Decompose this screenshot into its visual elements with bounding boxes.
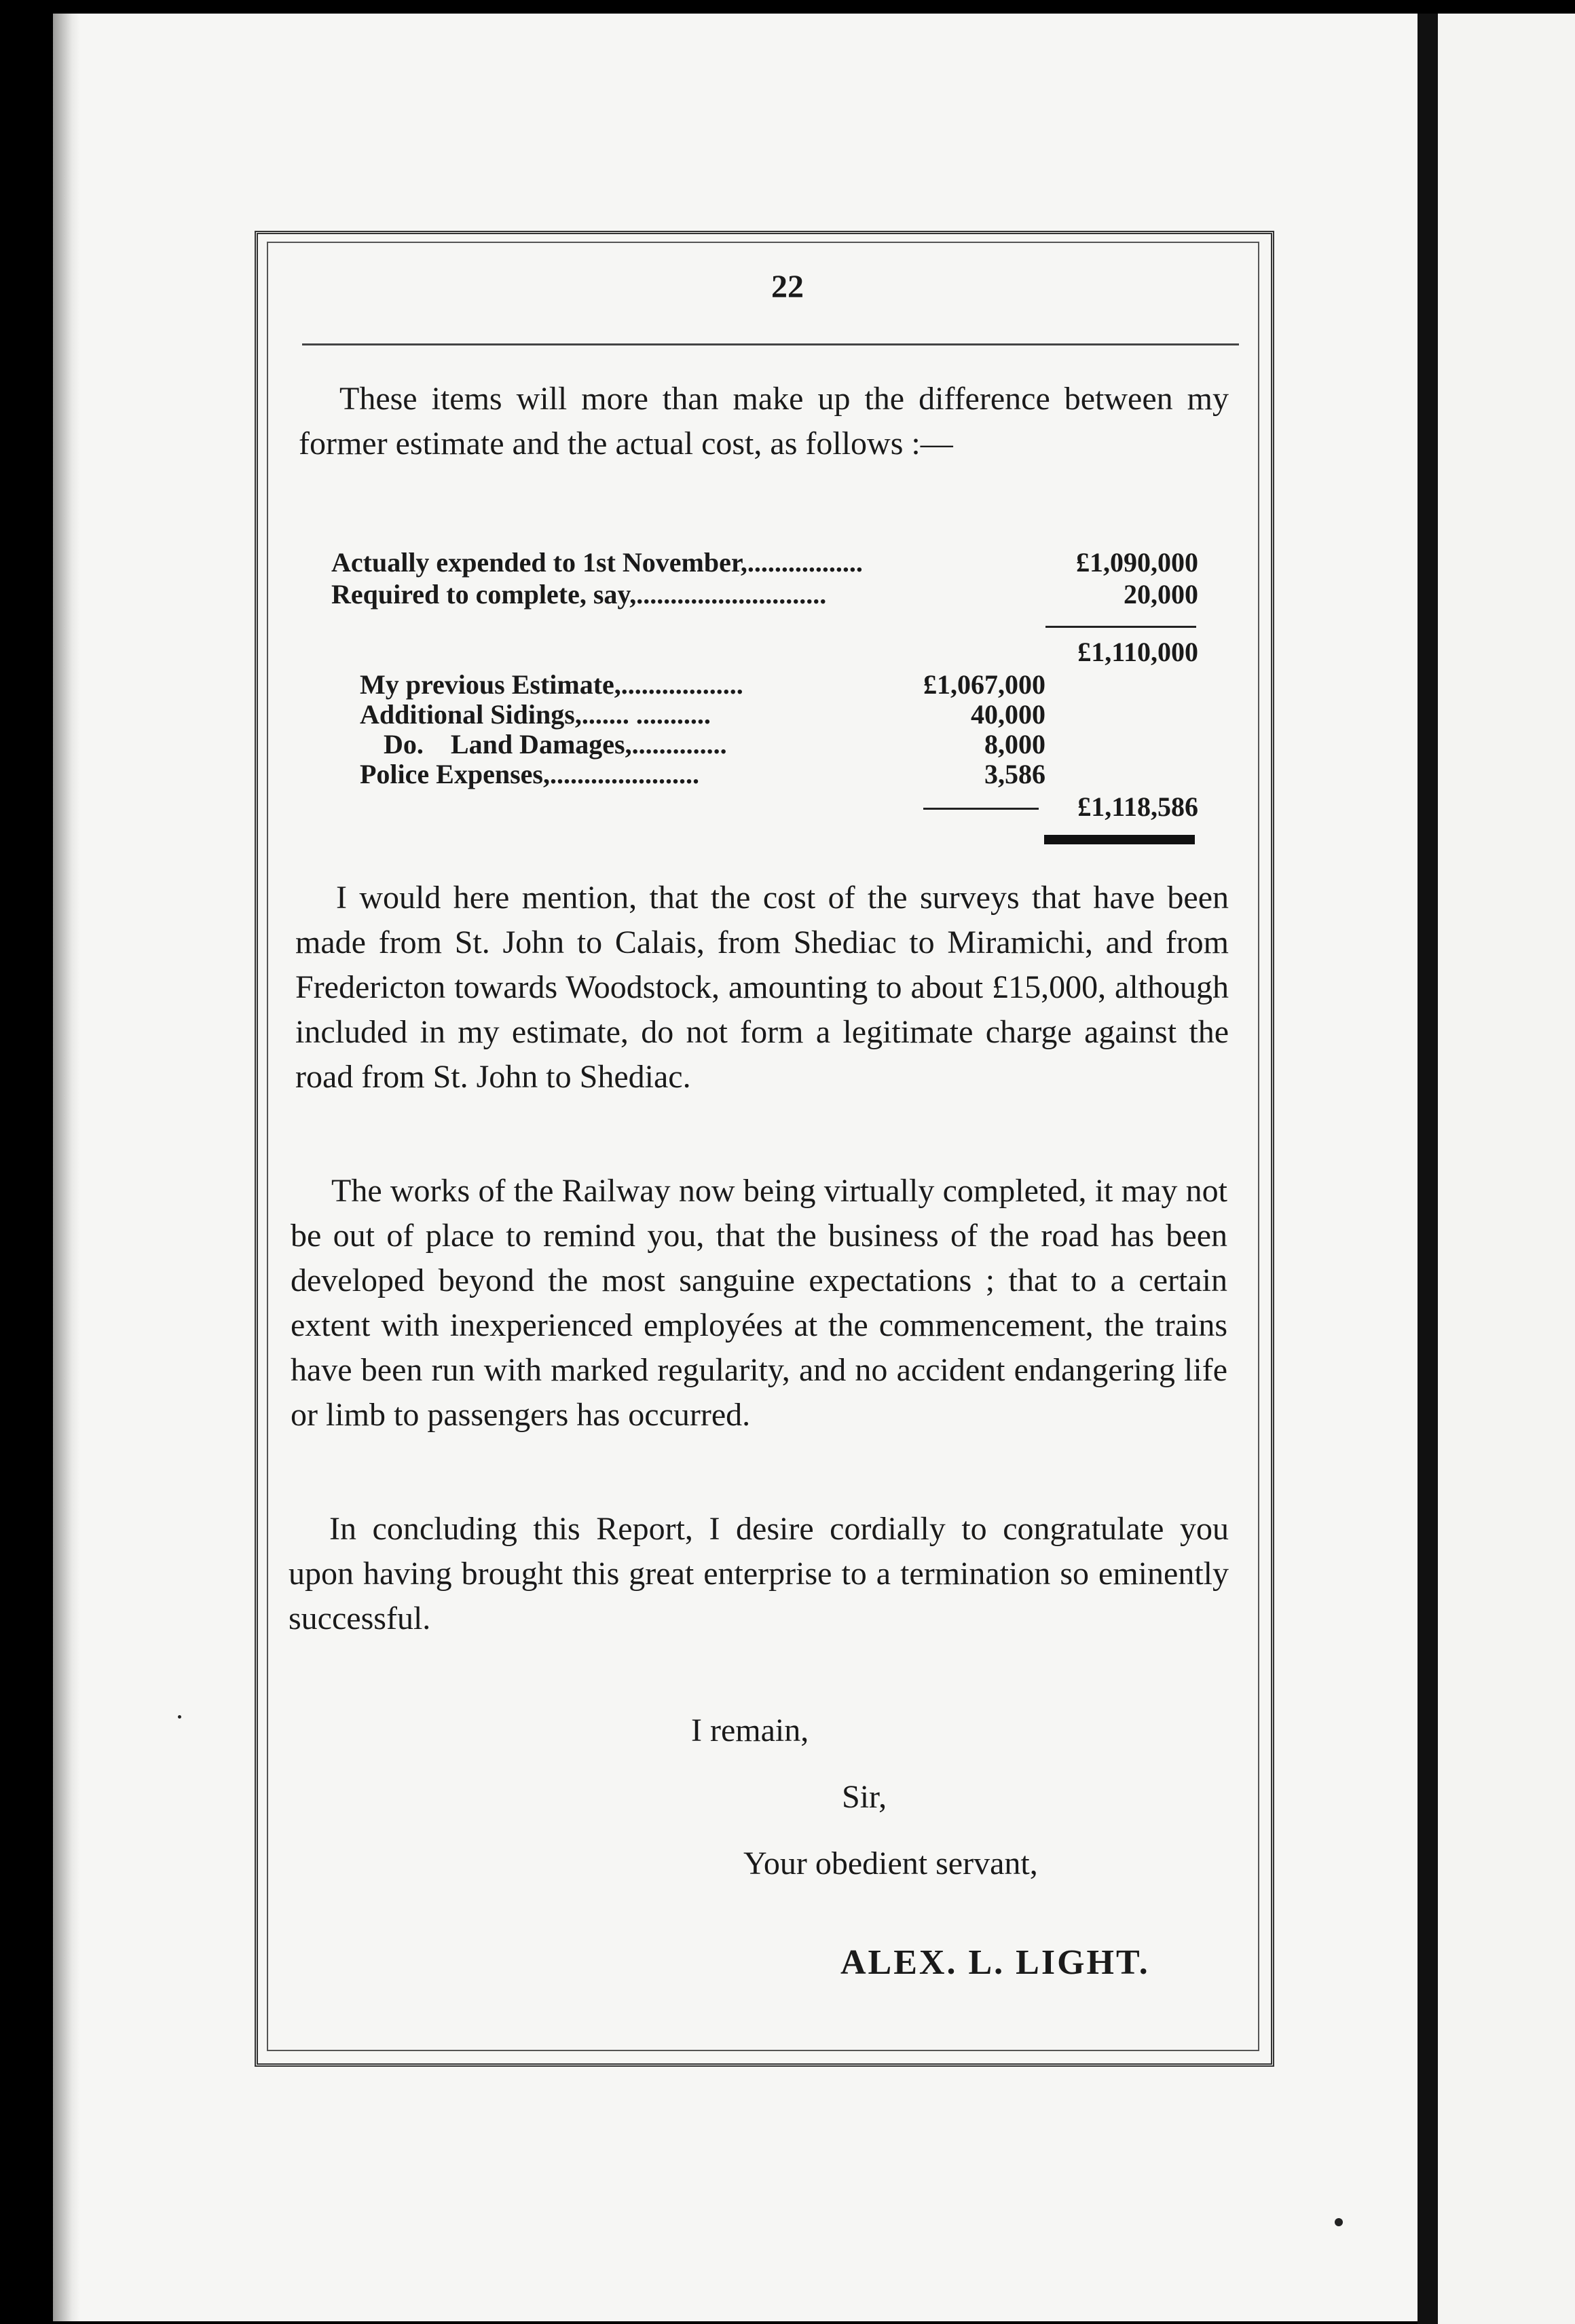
paragraph-intro: These items will more than make up the difference between my former estimate and the actual cost, as follows :— (299, 381, 1229, 462)
account-row-required (331, 579, 826, 610)
estimate-row-label: Do. Land Damages,.............. (384, 729, 727, 760)
paragraph-concluding: In concluding this Report, I desire cordially to congratulate you upon having brought this great enterprise to a termination so eminently successful. (289, 1511, 1229, 1636)
estimate-row-amount: 3,586 (984, 759, 1045, 789)
estimate-row-label: My previous Estimate,.................. (360, 669, 743, 700)
scan-speck (178, 1715, 181, 1719)
account-row-amount: 20,000 (1124, 579, 1198, 610)
estimate-row-police (360, 759, 699, 790)
page-border-inner (267, 242, 1259, 2051)
signature-name: ALEX. L. LIGHT. (840, 1943, 1150, 1982)
paragraph-surveys: I would here mention, that the cost of the surveys that have been made from St. John to Calais, from Shediac to Miramichi, and from Fredericton towards Woodstock, amounting to about £15,000, although included in my estimate, do not form a legitimate charge against the road from St. John to Shediac. (295, 880, 1229, 1095)
closing-salutation: Sir, (842, 1779, 887, 1815)
account-row-actual-expended (331, 547, 863, 578)
book-spine (1418, 14, 1438, 2324)
estimate-row-label: Additional Sidings,....... ........... (360, 699, 711, 730)
actual-total: £1,110,000 (1077, 637, 1198, 667)
total-double-rule (1044, 835, 1195, 844)
account-row-label: Actually expended to 1st November,................. (331, 547, 863, 578)
closing-servant: Your obedient servant, (743, 1845, 1038, 1881)
sum-rule (1045, 626, 1196, 628)
estimate-row-amount: 40,000 (971, 699, 1045, 730)
estimate-row-amount: 8,000 (984, 729, 1045, 760)
closing-remain: I remain, (691, 1712, 809, 1748)
account-row-amount: £1,090,000 (1076, 547, 1198, 578)
page-edge-shadow (53, 14, 80, 2321)
page-number: 22 (771, 269, 804, 305)
estimate-row-land-damages (384, 729, 727, 760)
estimate-total: £1,118,586 (1077, 791, 1198, 822)
header-rule (302, 343, 1239, 345)
account-row-label: Required to complete, say,............................ (331, 579, 827, 610)
paragraph-works: The works of the Railway now being virtually completed, it may not be out of place to remind you, that the business of the road has been developed beyond the most sanguine expectations ; that to a certain extent with inexperienced employées at the commencement, the trains have been run with marked regularity, and no accident endangering life or limb to passengers has occurred. (291, 1173, 1227, 1433)
facing-page-edge (1438, 14, 1575, 2324)
estimate-row-previous (360, 669, 743, 700)
estimate-row-sidings (360, 699, 711, 730)
estimate-row-label: Police Expenses,...................... (360, 759, 699, 789)
scan-speck (1335, 2218, 1343, 2226)
estimate-row-amount: £1,067,000 (923, 669, 1045, 700)
